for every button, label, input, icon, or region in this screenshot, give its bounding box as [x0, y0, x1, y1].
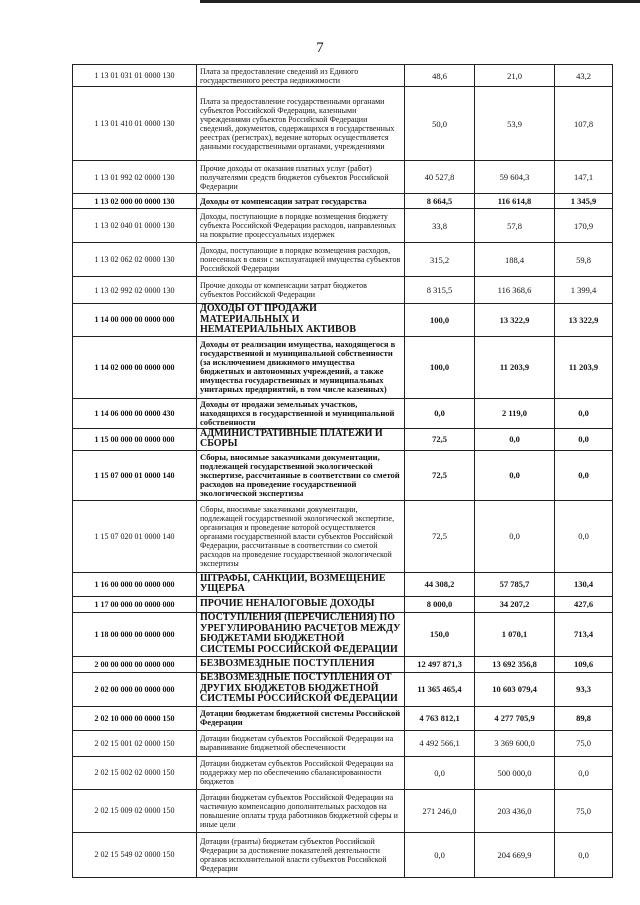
table-row — [73, 596, 613, 612]
value-2021-cell: 33,8 — [405, 209, 475, 243]
value-2021-cell: 40 527,8 — [405, 161, 475, 194]
code-cell: 2 02 15 009 02 0000 150 — [73, 789, 197, 832]
value-2022-cell: 59 604,3 — [475, 161, 555, 194]
table-row — [73, 65, 613, 87]
percent-cell: 11 203,9 — [555, 336, 613, 398]
name-cell: Дотации (гранты) бюджетам субъектов Российской Федерации за достижение показателей деятельности органов исполнительной власти субъектов Российской Федерации — [197, 832, 405, 877]
code-cell: 1 15 07 020 01 0000 140 — [73, 500, 197, 572]
name-cell: Доходы от реализации имущества, находящегося в государственной и муниципальной собственности (за исключением движимого имущества бюджетных и автономных учреждений, а также имущества государственных и муниципальных унитарных предприятий, в том числе казенных) — [197, 336, 405, 398]
value-2021-cell: 8 000,0 — [405, 596, 475, 612]
code-cell: 1 14 06 000 00 0000 430 — [73, 398, 197, 428]
name-cell: Доходы от компенсации затрат государства — [197, 194, 405, 209]
table-row — [73, 756, 613, 789]
code-cell: 1 18 00 000 00 0000 000 — [73, 612, 197, 656]
code-cell: 1 13 02 992 02 0000 130 — [73, 277, 197, 304]
table-row — [73, 450, 613, 500]
name-cell: Дотации бюджетам субъектов Российской Федерации на частичную компенсацию дополнительных расходов на повышение оплаты труда работников бюджетной сферы и иные цели — [197, 789, 405, 832]
code-cell: 1 13 01 992 02 0000 130 — [73, 161, 197, 194]
table-row — [73, 832, 613, 877]
percent-cell: 93,3 — [555, 672, 613, 706]
value-2021-cell: 8 664,5 — [405, 194, 475, 209]
value-2022-cell: 203 436,0 — [475, 789, 555, 832]
name-cell: ПОСТУПЛЕНИЯ (ПЕРЕЧИСЛЕНИЯ) ПО УРЕГУЛИРОВАНИЮ РАСЧЕТОВ МЕЖДУ БЮДЖЕТАМИ БЮДЖЕТНОЙ СИСТЕМЫ РОССИЙСКОЙ ФЕДЕРАЦИИ — [197, 612, 405, 656]
table-row — [73, 656, 613, 672]
value-2022-cell: 116 368,6 — [475, 277, 555, 304]
code-cell: 1 13 01 031 01 0000 130 — [73, 65, 197, 87]
value-2021-cell: 4 763 812,1 — [405, 706, 475, 730]
value-2022-cell: 13 692 356,8 — [475, 656, 555, 672]
name-cell: Плата за предоставление государственными органами субъектов Российской Федерации, казенными учреждениями субъектов Российской Федерации сведений, документов, содержащихся в государственных реестрах (регистрах), ведение которых осуществляется данными государственными органами, учреждениями — [197, 87, 405, 161]
value-2022-cell: 0,0 — [475, 450, 555, 500]
table-row — [73, 277, 613, 304]
name-cell: Сборы, вносимые заказчиками документации, подлежащей государственной экологической экспертизе, организация и проведение которой осуществляется органами государственной власти субъектов Российской Федерации, рассчитанные в соответствии со сметой расходов на проведение государственной экологической экспертизы — [197, 500, 405, 572]
name-cell: Доходы от продажи земельных участков, находящихся в государственной и муниципальной собственности — [197, 398, 405, 428]
percent-cell: 147,1 — [555, 161, 613, 194]
code-cell: 2 00 00 000 00 0000 000 — [73, 656, 197, 672]
percent-cell: 427,6 — [555, 596, 613, 612]
table-row — [73, 612, 613, 656]
value-2021-cell: 44 308,2 — [405, 572, 475, 596]
percent-cell: 75,0 — [555, 789, 613, 832]
percent-cell: 89,8 — [555, 706, 613, 730]
value-2022-cell: 204 669,9 — [475, 832, 555, 877]
value-2022-cell: 2 119,0 — [475, 398, 555, 428]
value-2022-cell: 11 203,9 — [475, 336, 555, 398]
value-2021-cell: 100,0 — [405, 336, 475, 398]
value-2021-cell: 72,5 — [405, 500, 475, 572]
code-cell: 1 15 00 000 00 0000 000 — [73, 428, 197, 450]
value-2021-cell: 0,0 — [405, 832, 475, 877]
code-cell: 2 02 15 001 02 0000 150 — [73, 730, 197, 756]
percent-cell: 59,8 — [555, 243, 613, 277]
code-cell: 1 13 01 410 01 0000 130 — [73, 87, 197, 161]
percent-cell: 0,0 — [555, 756, 613, 789]
table-row — [73, 304, 613, 337]
percent-cell: 75,0 — [555, 730, 613, 756]
value-2022-cell: 116 614,8 — [475, 194, 555, 209]
value-2022-cell: 21,0 — [475, 65, 555, 87]
value-2021-cell: 4 492 566,1 — [405, 730, 475, 756]
name-cell: Дотации бюджетам субъектов Российской Федерации на выравнивание бюджетной обеспеченности — [197, 730, 405, 756]
code-cell: 1 14 02 000 00 0000 000 — [73, 336, 197, 398]
value-2021-cell: 315,2 — [405, 243, 475, 277]
name-cell: Дотации бюджетам бюджетной системы Российской Федерации — [197, 706, 405, 730]
table-row — [73, 672, 613, 706]
value-2022-cell: 34 207,2 — [475, 596, 555, 612]
table-row — [73, 500, 613, 572]
name-cell: ШТРАФЫ, САНКЦИИ, ВОЗМЕЩЕНИЕ УЩЕРБА — [197, 572, 405, 596]
page-number: 7 — [316, 40, 324, 56]
value-2021-cell: 50,0 — [405, 87, 475, 161]
percent-cell: 1 345,9 — [555, 194, 613, 209]
name-cell: ПРОЧИЕ НЕНАЛОГОВЫЕ ДОХОДЫ — [197, 596, 405, 612]
percent-cell: 109,6 — [555, 656, 613, 672]
value-2022-cell: 10 603 079,4 — [475, 672, 555, 706]
code-cell: 1 13 02 000 00 0000 130 — [73, 194, 197, 209]
name-cell: Плата за предоставление сведений из Единого государственного реестра недвижимости — [197, 65, 405, 87]
table-row — [73, 398, 613, 428]
name-cell: БЕЗВОЗМЕЗДНЫЕ ПОСТУПЛЕНИЯ — [197, 656, 405, 672]
table-row — [73, 428, 613, 450]
table-row — [73, 87, 613, 161]
name-cell: Сборы, вносимые заказчиками документации, подлежащей государственной экологической экспертизе, рассчитанные в соответствии со сметой расходов на проведение государственной экологической экспертизы — [197, 450, 405, 500]
name-cell: Доходы, поступающие в порядке возмещения расходов, понесенных в связи с эксплуатацией имущества субъектов Российской Федерации — [197, 243, 405, 277]
code-cell: 2 02 15 002 02 0000 150 — [73, 756, 197, 789]
value-2021-cell: 100,0 — [405, 304, 475, 337]
percent-cell: 170,9 — [555, 209, 613, 243]
value-2022-cell: 4 277 705,9 — [475, 706, 555, 730]
code-cell: 1 17 00 000 00 0000 000 — [73, 596, 197, 612]
code-cell: 1 13 02 062 02 0000 130 — [73, 243, 197, 277]
table-row — [73, 209, 613, 243]
name-cell: Доходы, поступающие в порядке возмещения бюджету субъекта Российской Федерации расходов, направленных на покрытие процессуальных издержек — [197, 209, 405, 243]
code-cell: 1 14 00 000 00 0000 000 — [73, 304, 197, 337]
value-2022-cell: 1 070,1 — [475, 612, 555, 656]
table-row — [73, 194, 613, 209]
percent-cell: 0,0 — [555, 428, 613, 450]
value-2021-cell: 0,0 — [405, 756, 475, 789]
scan-top-edge — [0, 0, 640, 6]
name-cell: АДМИНИСТРАТИВНЫЕ ПЛАТЕЖИ И СБОРЫ — [197, 428, 405, 450]
value-2022-cell: 57,8 — [475, 209, 555, 243]
percent-cell: 0,0 — [555, 450, 613, 500]
table-row — [73, 730, 613, 756]
table-row — [73, 706, 613, 730]
percent-cell: 130,4 — [555, 572, 613, 596]
table-row — [73, 572, 613, 596]
value-2021-cell: 48,6 — [405, 65, 475, 87]
code-cell: 1 13 02 040 01 0000 130 — [73, 209, 197, 243]
percent-cell: 107,8 — [555, 87, 613, 161]
percent-cell: 0,0 — [555, 500, 613, 572]
code-cell: 2 02 15 549 02 0000 150 — [73, 832, 197, 877]
revenue-table — [72, 64, 613, 878]
name-cell: Прочие доходы от оказания платных услуг (работ) получателями средств бюджетов субъектов Российской Федерации — [197, 161, 405, 194]
percent-cell: 13 322,9 — [555, 304, 613, 337]
percent-cell: 0,0 — [555, 398, 613, 428]
value-2022-cell: 0,0 — [475, 428, 555, 450]
name-cell: Дотации бюджетам субъектов Российской Федерации на поддержку мер по обеспечению сбалансированности бюджетов — [197, 756, 405, 789]
value-2022-cell: 188,4 — [475, 243, 555, 277]
value-2021-cell: 0,0 — [405, 398, 475, 428]
percent-cell: 0,0 — [555, 832, 613, 877]
value-2021-cell: 12 497 871,3 — [405, 656, 475, 672]
table-row — [73, 243, 613, 277]
table-row — [73, 789, 613, 832]
name-cell: Прочие доходы от компенсации затрат бюджетов субъектов Российской Федерации — [197, 277, 405, 304]
code-cell: 1 15 07 000 01 0000 140 — [73, 450, 197, 500]
value-2021-cell: 11 365 465,4 — [405, 672, 475, 706]
name-cell: БЕЗВОЗМЕЗДНЫЕ ПОСТУПЛЕНИЯ ОТ ДРУГИХ БЮДЖЕТОВ БЮДЖЕТНОЙ СИСТЕМЫ РОССИЙСКОЙ ФЕДЕРАЦИИ — [197, 672, 405, 706]
value-2021-cell: 150,0 — [405, 612, 475, 656]
value-2022-cell: 0,0 — [475, 500, 555, 572]
value-2022-cell: 3 369 600,0 — [475, 730, 555, 756]
value-2021-cell: 8 315,5 — [405, 277, 475, 304]
value-2021-cell: 271 246,0 — [405, 789, 475, 832]
value-2022-cell: 53,9 — [475, 87, 555, 161]
code-cell: 2 02 00 000 00 0000 000 — [73, 672, 197, 706]
value-2021-cell: 72,5 — [405, 450, 475, 500]
value-2022-cell: 13 322,9 — [475, 304, 555, 337]
percent-cell: 713,4 — [555, 612, 613, 656]
name-cell: ДОХОДЫ ОТ ПРОДАЖИ МАТЕРИАЛЬНЫХ И НЕМАТЕРИАЛЬНЫХ АКТИВОВ — [197, 304, 405, 337]
table-row — [73, 336, 613, 398]
percent-cell: 43,2 — [555, 65, 613, 87]
percent-cell: 1 399,4 — [555, 277, 613, 304]
code-cell: 2 02 10 000 00 0000 150 — [73, 706, 197, 730]
code-cell: 1 16 00 000 00 0000 000 — [73, 572, 197, 596]
value-2022-cell: 500 000,0 — [475, 756, 555, 789]
value-2021-cell: 72,5 — [405, 428, 475, 450]
table-row — [73, 161, 613, 194]
value-2022-cell: 57 785,7 — [475, 572, 555, 596]
